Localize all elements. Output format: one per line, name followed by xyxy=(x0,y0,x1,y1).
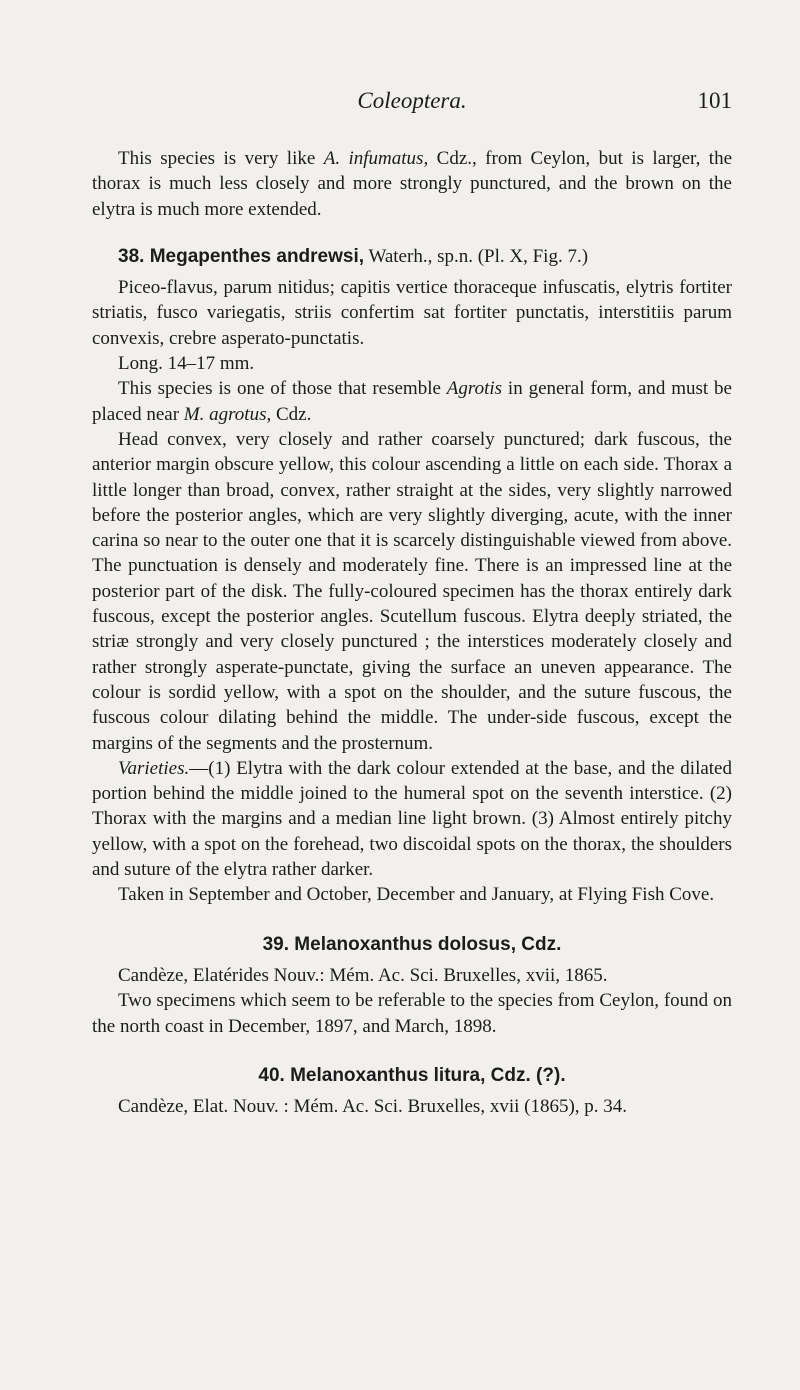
species-39-note: Two specimens which seem to be referable to the species from Ceylon, found on the north coast in December, 1897, and March, 1898. xyxy=(92,990,732,1037)
species-38-varieties xyxy=(92,756,732,882)
intro-paragraph xyxy=(92,146,732,222)
species-38-heading xyxy=(92,244,732,269)
intro-text-b: Cdz., from Ceylon, but is larger, the thorax is much less closely and more strongly punctured, and the brown on the elytra is much more extended. xyxy=(92,148,732,220)
body-text xyxy=(92,146,732,1119)
resemble-text-c: Cdz. xyxy=(271,403,312,425)
resemble-text-a: This species is one of those that resemble xyxy=(118,378,447,400)
species-38-collection: Taken in September and October, December and January, at Flying Fish Cove. xyxy=(118,884,715,906)
resemble-text-b: in general form, and must be placed near xyxy=(92,378,732,425)
page-number: 101 xyxy=(697,88,732,113)
varieties-text: —(1) Elytra with the dark colour extended at the base, and the dilated portion behind the middle joined to the humeral spot on the seventh interstice. (2) Thorax with the margins and a median line light brown. (3) Almost entirely pitchy yellow, with a spot on the forehead, two discoidal spots on the thorax, the shoulders and suture of the elytra rather darker. xyxy=(92,757,732,881)
species-40-reference: Candèze, Elat. Nouv. : Mém. Ac. Sci. Bruxelles, xvii (1865), p. 34. xyxy=(118,1096,628,1118)
species-38-heading-rest: Waterh., sp.n. (Pl. X, Fig. 7.) xyxy=(364,245,589,267)
species-38-description: Head convex, very closely and rather coarsely punctured; dark fuscous, the anterior margin obscure yellow, this colour ascending a little on each side. Thorax a little longer than broad, convex, rather straight at the sides, very slightly narrowed before the posterior angles, which are very slightly diverging, acute, with the inner carina so near to the outer one that it is scarcely distinguishable viewed from above. The punctuation is densely and moderately fine. There is an impressed line at the posterior part of the disk. The fully-coloured specimen has the thorax entirely dark fuscous, except the posterior angles. Scutellum fuscous. Elytra deeply striated, the striæ strongly and very closely punctured ; the interstices moderately closely and rather strongly asperate-punctate, giving the surface an uneven appearance. The colour is sordid yellow, with a spot on the shoulder, and the suture fuscous, the fuscous colour dilating behind the middle. The under-side fuscous, except the margins of the segments and the prosternum. xyxy=(92,428,732,754)
species-38-latin-diagnosis: Piceo-flavus, parum nitidus; capitis vertice thoraceque infuscatis, elytris fortiter striatis, fusco variegatis, striis confertim sat fortiter punctatis, interstitiis parum convexis, crebre asperato-punctatis. xyxy=(92,277,732,349)
species-40-heading: 40. Melanoxanthus litura, Cdz. (?). xyxy=(258,1064,566,1086)
varieties-label: Varieties. xyxy=(118,757,190,779)
running-head xyxy=(92,88,732,128)
species-39-reference: Candèze, Elatérides Nouv.: Mém. Ac. Sci. Bruxelles, xvii, 1865. xyxy=(118,964,608,986)
running-title: Coleoptera. xyxy=(357,88,467,113)
resemble-genus: Agrotis xyxy=(446,378,503,400)
species-38-resemblance xyxy=(92,376,732,427)
species-39-heading: 39. Melanoxanthus dolosus, Cdz. xyxy=(262,933,562,955)
resemble-species: M. agrotus, xyxy=(183,403,272,425)
intro-text-a: This species is very like xyxy=(118,148,324,169)
species-38-name: 38. Megapenthes andrewsi, xyxy=(118,245,365,267)
intro-species-name: A. infumatus, xyxy=(323,148,429,169)
species-38-length: Long. 14–17 mm. xyxy=(118,353,255,375)
